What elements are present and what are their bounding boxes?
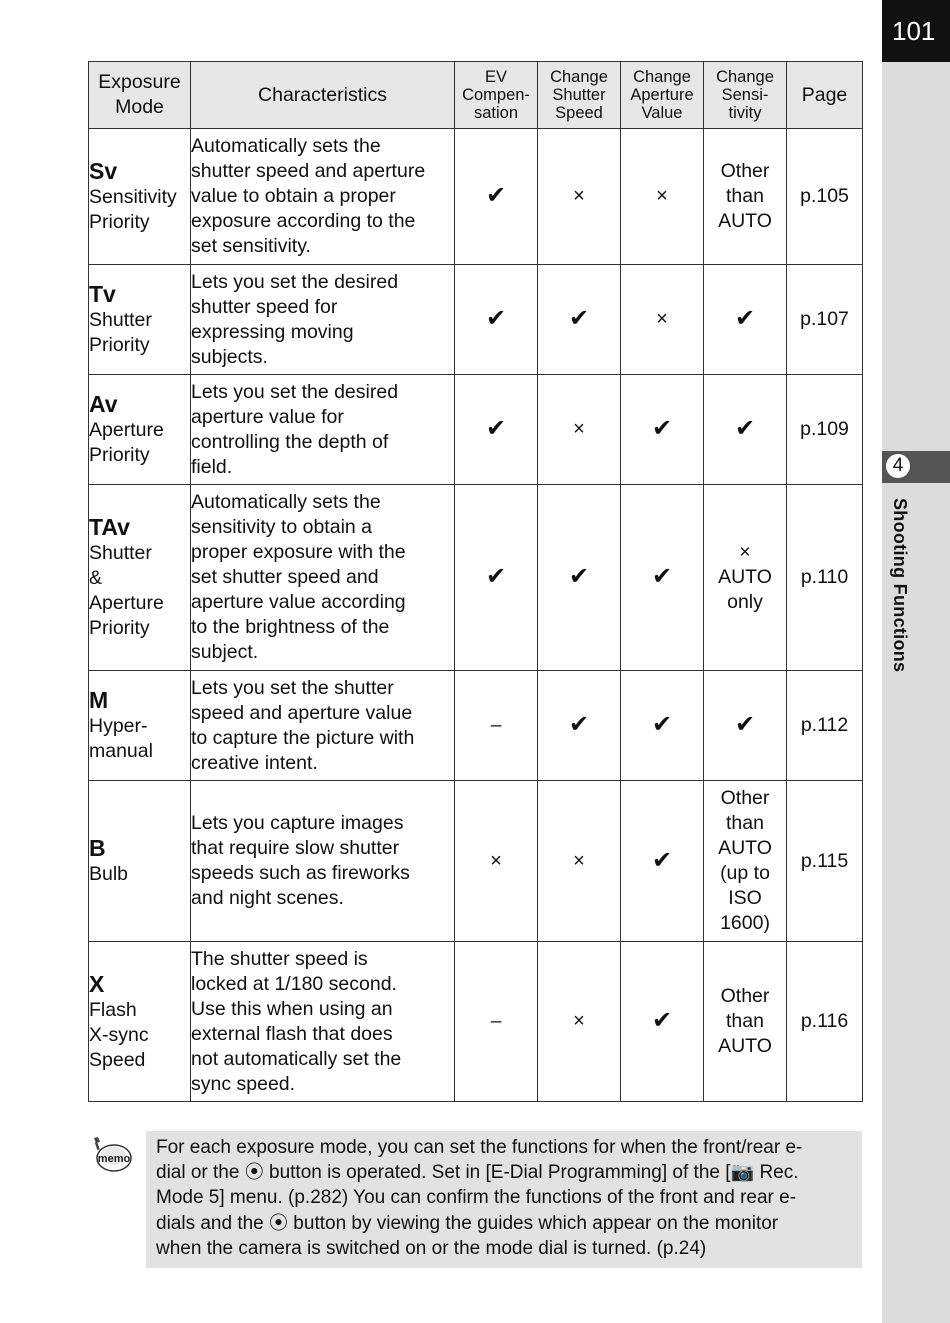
ev-compensation-cell [455, 485, 538, 671]
sensitivity-cell [704, 265, 787, 375]
sensitivity-cell [704, 781, 787, 942]
characteristics-text: Automatically sets the sensitivity to obtain a proper exposure with the set shutter speed and aperture value according to the brightness of the subject. [191, 491, 406, 663]
mode-cell [89, 265, 191, 375]
check-mark: ✔ [485, 182, 507, 209]
header-characteristics: Characteristics [191, 62, 455, 129]
check-mark: ✔ [568, 305, 590, 332]
characteristics-text: Lets you set the desired aperture value for controlling the depth of field. [191, 380, 399, 478]
check-mark: ✔ [485, 563, 507, 590]
header-change-shutter-speed: Change Shutter Speed [538, 62, 621, 129]
ev-compensation-cell [455, 781, 538, 942]
ev-compensation-cell [455, 375, 538, 485]
characteristics-text: Lets you capture images that require slow shutter speeds such as fireworks and night scenes. [191, 812, 410, 909]
page-number: 101 [882, 0, 950, 62]
aperture-value-cell [621, 671, 704, 781]
aperture-value-cell [621, 485, 704, 671]
mode-symbol: TAv [89, 514, 130, 540]
check-mark: ✔ [568, 563, 590, 590]
characteristics-cell [191, 129, 455, 265]
check-mark: ✔ [651, 563, 673, 590]
shutter-speed-cell [538, 942, 621, 1102]
page-ref-cell [787, 485, 863, 671]
table-row [89, 129, 863, 265]
mode-name: Bulb [89, 863, 129, 885]
aperture-value-cell [621, 375, 704, 485]
sensitivity-cell [704, 375, 787, 485]
cross-mark: × [490, 849, 502, 872]
mode-name: Shutter & Aperture Priority [89, 542, 164, 639]
page-reference: p.105 [800, 185, 849, 207]
check-mark: ✔ [651, 415, 673, 442]
memo-icon-label: memo [97, 1153, 131, 1165]
page-reference: p.115 [800, 849, 849, 872]
chapter-title: Shooting Functions [890, 498, 910, 673]
mode-cell [89, 781, 191, 942]
cross-mark: × [656, 308, 668, 330]
characteristics-text: Lets you set the desired shutter speed for expressing moving subjects. [191, 270, 399, 368]
mode-name: Flash X-sync Speed [89, 998, 149, 1071]
ev-compensation-cell [455, 129, 538, 265]
check-mark: ✔ [485, 415, 507, 442]
mode-cell [89, 129, 191, 265]
page-reference: p.107 [800, 308, 849, 330]
mode-symbol: Av [89, 391, 118, 417]
dash-mark: – [490, 715, 502, 736]
sensitivity-cell [704, 942, 787, 1102]
shutter-speed-cell [538, 485, 621, 671]
mode-name: Hyper- manual [89, 715, 153, 762]
page-ref-cell [787, 671, 863, 781]
exposure-mode-table [88, 61, 863, 1102]
table-header-row [89, 62, 863, 129]
page-ref-cell [787, 129, 863, 265]
table-row [89, 485, 863, 671]
page-reference: p.112 [800, 714, 849, 736]
page-reference: p.116 [800, 1010, 849, 1032]
characteristics-text: The shutter speed is locked at 1/180 second. Use this when using an external flash that does not automatically set the sync speed. [191, 947, 402, 1095]
table-row [89, 375, 863, 485]
page-reference: p.109 [800, 418, 849, 440]
shutter-speed-cell [538, 781, 621, 942]
check-mark: ✔ [651, 711, 673, 738]
table-row [89, 671, 863, 781]
page-ref-cell [787, 265, 863, 375]
check-mark: ✔ [734, 305, 756, 332]
memo-box [146, 1131, 862, 1268]
page-ref-cell [787, 781, 863, 942]
check-mark: ✔ [734, 415, 756, 442]
check-mark: ✔ [651, 1007, 673, 1034]
sensitivity-text: Other than AUTO [718, 160, 772, 232]
aperture-value-cell [621, 942, 704, 1102]
aperture-value-cell [621, 265, 704, 375]
cross-mark: × [573, 849, 585, 872]
mode-name: Aperture Priority [89, 419, 164, 466]
page-reference: p.110 [800, 566, 849, 588]
mode-cell [89, 942, 191, 1102]
ev-compensation-cell [455, 671, 538, 781]
mode-symbol: X [89, 970, 105, 997]
shutter-speed-cell [538, 265, 621, 375]
memo-icon [90, 1136, 132, 1174]
ev-compensation-cell [455, 265, 538, 375]
check-mark: ✔ [734, 711, 756, 738]
chapter-number: 4 [886, 454, 910, 478]
sensitivity-cell [704, 485, 787, 671]
memo-text: For each exposure mode, you can set the functions for when the front/rear e- dial or the ⦿ button is operated. Set in [E-Dial Programming] of the [📷 Rec. Mode 5] menu. (p.282) You can confirm the functions of the front and rear e- dials and the ⦿ button by viewing the guides which appear on the monitor when the camera is switched on or the mode dial is turned. (p.24) [156, 1137, 803, 1259]
mode-cell [89, 671, 191, 781]
mode-symbol: M [89, 687, 109, 713]
cross-mark: × [573, 185, 585, 207]
characteristics-cell [191, 265, 455, 375]
characteristics-text: Automatically sets the shutter speed and aperture value to obtain a proper exposure according to the set sensitivity. [191, 135, 426, 257]
header-ev-compensation: EV Compen- sation [455, 62, 538, 129]
page-ref-cell [787, 375, 863, 485]
page-ref-cell [787, 942, 863, 1102]
characteristics-cell [191, 375, 455, 485]
cross-mark: × [573, 1010, 585, 1032]
header-change-sensitivity: Change Sensi- tivity [704, 62, 787, 129]
shutter-speed-cell [538, 129, 621, 265]
cross-mark: × [656, 185, 668, 207]
sensitivity-cell [704, 129, 787, 265]
ev-compensation-cell [455, 942, 538, 1102]
mode-name: Shutter Priority [89, 309, 152, 356]
characteristics-text: Lets you set the shutter speed and aperture value to capture the picture with creative intent. [191, 676, 415, 774]
check-mark: ✔ [485, 305, 507, 332]
check-mark: ✔ [651, 846, 673, 874]
characteristics-cell [191, 942, 455, 1102]
cross-mark: × [573, 418, 585, 440]
aperture-value-cell [621, 781, 704, 942]
shutter-speed-cell [538, 671, 621, 781]
mode-symbol: B [89, 835, 106, 861]
sensitivity-text: × AUTO only [718, 541, 772, 613]
characteristics-cell [191, 781, 455, 942]
aperture-value-cell [621, 129, 704, 265]
header-change-aperture-value: Change Aperture Value [621, 62, 704, 129]
table-row [89, 781, 863, 942]
mode-cell [89, 485, 191, 671]
mode-cell [89, 375, 191, 485]
check-mark: ✔ [568, 711, 590, 738]
table-row [89, 942, 863, 1102]
shutter-speed-cell [538, 375, 621, 485]
header-page: Page [787, 62, 863, 129]
sensitivity-text: Other than AUTO [718, 985, 772, 1057]
table-row [89, 265, 863, 375]
dash-mark: – [490, 1011, 502, 1032]
characteristics-cell [191, 485, 455, 671]
characteristics-cell [191, 671, 455, 781]
sensitivity-cell [704, 671, 787, 781]
header-exposure-mode: Exposure Mode [89, 62, 191, 129]
mode-symbol: Sv [89, 158, 118, 184]
sensitivity-text: Other than AUTO (up to ISO 1600) [718, 787, 772, 934]
mode-symbol: Tv [89, 281, 116, 307]
mode-name: Sensitivity Priority [89, 186, 177, 233]
